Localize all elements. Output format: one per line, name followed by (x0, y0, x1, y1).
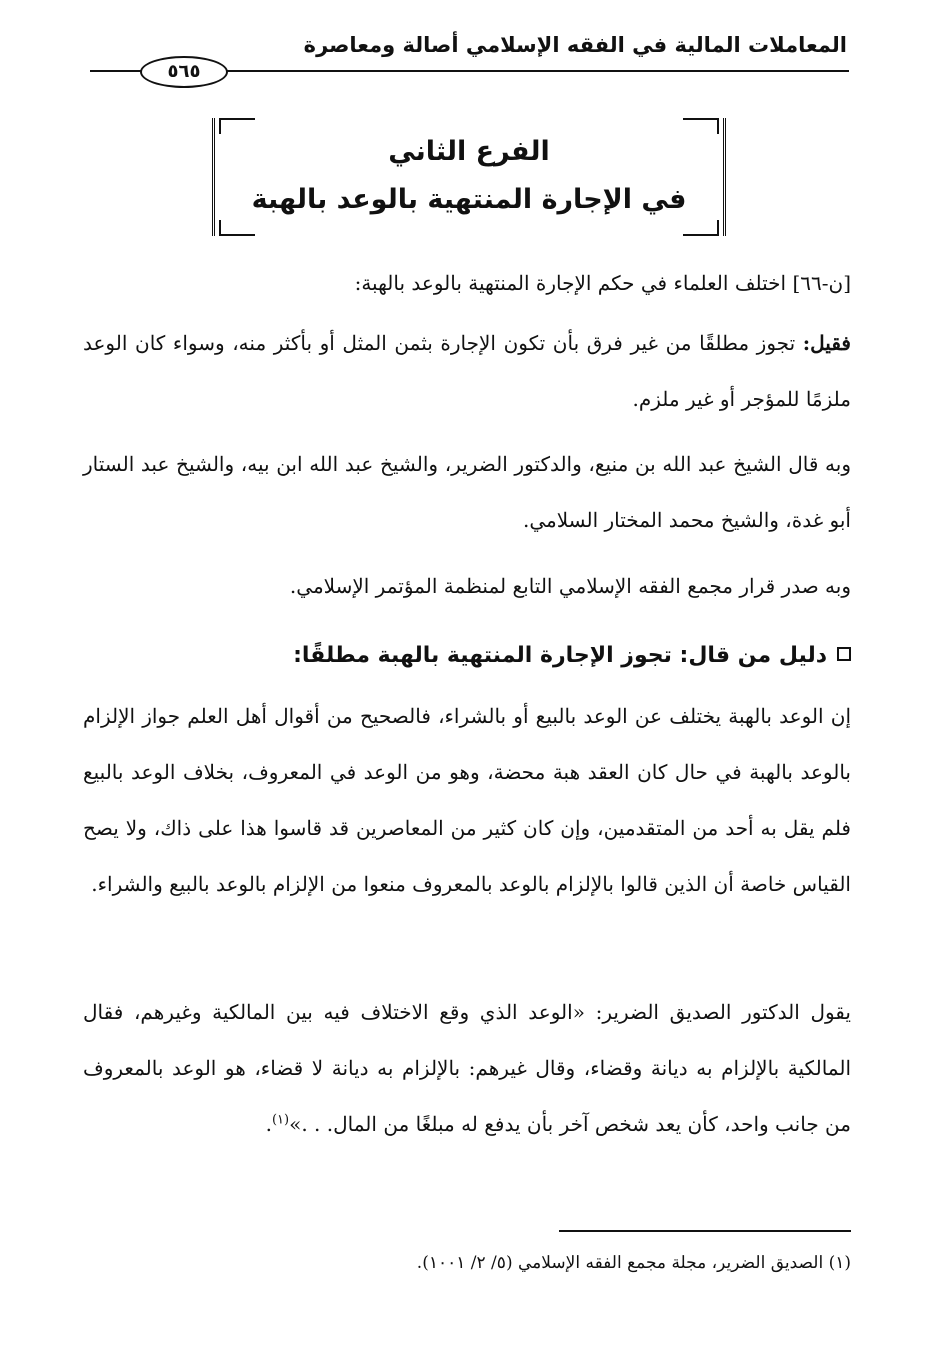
opinion-text: تجوز مطلقًا من غير فرق بأن تكون الإجارة بثمن المثل أو بأكثر منه، وسواء كان الوعد ملزمًا للمؤجر أو غير ملزم. (83, 331, 851, 411)
page-number: ٥٦٥ (140, 56, 228, 88)
paragraph-first-opinion-text (83, 315, 851, 427)
paragraph-intro-text: [ن-٦٦] اختلف العلماء في حكم الإجارة المنتهية بالوعد بالهبة: (354, 271, 851, 295)
evidence-subheading-text: دليل من قال: تجوز الإجارة المنتهية بالهبة مطلقًا: (293, 643, 827, 668)
paragraph-quote-end: . (265, 1112, 272, 1136)
paragraph-evidence (83, 688, 851, 912)
paragraph-evidence-text: إن الوعد بالهبة يختلف عن الوعد بالبيع أو بالشراء، فالصحيح من أقوال أهل العلم جواز الإلزام بالوعد بالهبة في حال كان العقد هبة محضة، وهو من الوعد في المعروف، بخلاف الوعد بالبيع فلم يقل به أحد من المتقدمين، وإن كان كثير من المعاصرين قد قاسوا هذا على ذاك، ولا يصح القياس خاصة أن الذين قالوا بالإلزام بالوعد بالمعروف منعوا من الإلزام بالوعد بالبيع والشراء. (83, 704, 851, 896)
paragraph-quote-text: يقول الدكتور الصديق الضرير: «الوعد الذي وقع الاختلاف فيه بين المالكية وغيرهم، فقال المالكية بالإلزام به ديانة وقضاء، وقال غيرهم: بالإلزام به ديانة لا قضاء، هو الوعد بالمعروف من جانب واحد، كأن يعد شخص آخر بأن يدفع له مبلغًا من المال. . .» (83, 1000, 851, 1136)
footnote: (١) الصديق الضرير، مجلة مجمع الفقه الإسلامي (٥/ ٢/ ١٠٠١). (416, 1253, 851, 1273)
running-header-title: المعاملات المالية في الفقه الإسلامي أصالة ومعاصرة (303, 33, 847, 57)
paragraph-quote-line (83, 984, 851, 1152)
paragraph-scholars (83, 436, 851, 548)
section-title (215, 128, 723, 224)
paragraph-first-opinion (83, 315, 851, 427)
opinion-lead-word: فقيل: (802, 331, 851, 355)
paragraph-scholars-text: وبه قال الشيخ عبد الله بن منيع، والدكتور الضرير، والشيخ عبد الله ابن بيه، والشيخ عبد الستار أبو غدة، والشيخ محمد المختار السلامي. (83, 452, 851, 532)
evidence-subheading-line (83, 628, 851, 684)
section-title-line-2: في الإجارة المنتهية بالوعد بالهبة (251, 184, 687, 215)
paragraph-academy-resolution-text: وبه صدر قرار مجمع الفقه الإسلامي التابع لمنظمة المؤتمر الإسلامي. (289, 574, 851, 598)
section-title-line-1: الفرع الثاني (388, 136, 550, 167)
section-title-frame (212, 118, 726, 236)
footnote-reference[interactable]: (١) (271, 1112, 290, 1128)
paragraph-academy-resolution (83, 558, 851, 614)
evidence-subheading (83, 628, 851, 684)
paragraph-quote (83, 984, 851, 1152)
footnote-separator (559, 1230, 851, 1232)
paragraph-intro (83, 255, 851, 311)
square-bullet-icon (837, 647, 851, 661)
